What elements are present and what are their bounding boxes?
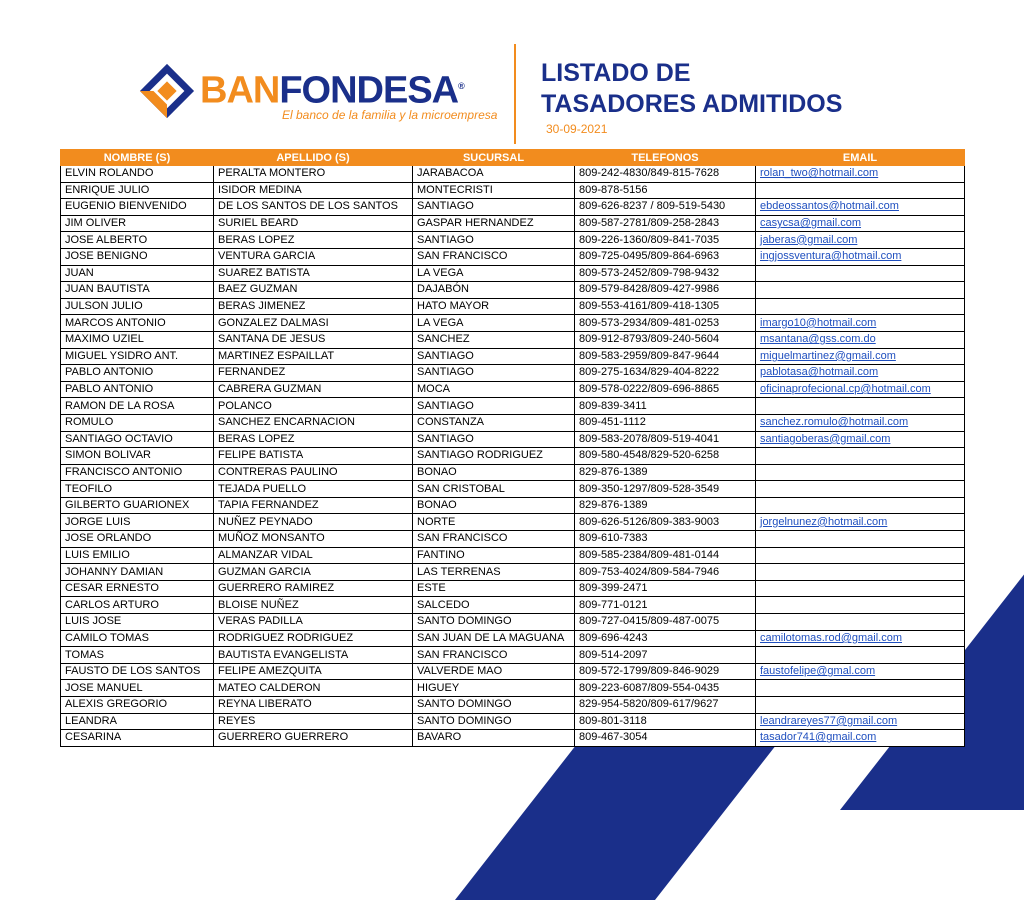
cell-nombre: TOMAS — [61, 647, 214, 664]
cell-telefonos: 809-696-4243 — [575, 630, 756, 647]
cell-telefonos: 809-573-2934/809-481-0253 — [575, 315, 756, 332]
table-row — [61, 680, 965, 697]
cell-sucursal: SAN CRISTOBAL — [413, 481, 575, 498]
cell-apellido: CONTRERAS PAULINO — [214, 464, 413, 481]
cell-email — [756, 298, 965, 315]
cell-email — [756, 182, 965, 199]
cell-telefonos: 809-839-3411 — [575, 398, 756, 415]
table-row — [61, 481, 965, 498]
cell-telefonos: 809-912-8793/809-240-5604 — [575, 331, 756, 348]
table-row — [61, 730, 965, 747]
cell-email[interactable]: leandrareyes77@gmail.com — [756, 713, 965, 730]
document-title — [541, 58, 842, 120]
header-sucursal: SUCURSAL — [413, 150, 575, 166]
table-row — [61, 663, 965, 680]
cell-nombre: SIMON BOLIVAR — [61, 448, 214, 465]
cell-telefonos: 809-573-2452/809-798-9432 — [575, 265, 756, 282]
table-row — [61, 232, 965, 249]
table-row — [61, 514, 965, 531]
cell-apellido: BAEZ GUZMAN — [214, 282, 413, 299]
table-row — [61, 282, 965, 299]
cell-nombre: CAMILO TOMAS — [61, 630, 214, 647]
cell-nombre: RAMON DE LA ROSA — [61, 398, 214, 415]
cell-email[interactable]: pablotasa@hotmail.com — [756, 365, 965, 382]
table-row — [61, 182, 965, 199]
cell-email[interactable]: faustofelipe@gmal.com — [756, 663, 965, 680]
table-row — [61, 697, 965, 714]
cell-nombre: JIM OLIVER — [61, 215, 214, 232]
cell-sucursal: SANTIAGO — [413, 431, 575, 448]
cell-telefonos: 809-585-2384/809-481-0144 — [575, 547, 756, 564]
cell-sucursal: LA VEGA — [413, 265, 575, 282]
cell-email — [756, 564, 965, 581]
cell-email — [756, 464, 965, 481]
table-row — [61, 448, 965, 465]
cell-sucursal: MOCA — [413, 381, 575, 398]
cell-nombre: JOSE ALBERTO — [61, 232, 214, 249]
cell-sucursal: GASPAR HERNANDEZ — [413, 215, 575, 232]
cell-sucursal: SAN FRANCISCO — [413, 248, 575, 265]
cell-email — [756, 580, 965, 597]
table-row — [61, 199, 965, 216]
cell-sucursal: HIGUEY — [413, 680, 575, 697]
cell-email[interactable]: msantana@gss.com.do — [756, 331, 965, 348]
table-row — [61, 630, 965, 647]
cell-nombre: CARLOS ARTURO — [61, 597, 214, 614]
cell-apellido: POLANCO — [214, 398, 413, 415]
banfondesa-logo — [138, 60, 498, 130]
cell-email — [756, 597, 965, 614]
table-row — [61, 713, 965, 730]
cell-apellido: NUÑEZ PEYNADO — [214, 514, 413, 531]
cell-telefonos: 809-580-4548/829-520-6258 — [575, 448, 756, 465]
cell-apellido: DE LOS SANTOS DE LOS SANTOS — [214, 199, 413, 216]
table-row — [61, 298, 965, 315]
cell-apellido: CABRERA GUZMAN — [214, 381, 413, 398]
title-line-1: LISTADO DE — [541, 59, 691, 87]
cell-nombre: FRANCISCO ANTONIO — [61, 464, 214, 481]
cell-email[interactable]: tasador741@gmail.com — [756, 730, 965, 747]
cell-nombre: CESARINA — [61, 730, 214, 747]
cell-apellido: MARTINEZ ESPAILLAT — [214, 348, 413, 365]
cell-apellido: ALMANZAR VIDAL — [214, 547, 413, 564]
cell-email — [756, 697, 965, 714]
logo-wordmark — [200, 66, 464, 111]
cell-email[interactable]: rolan_two@hotmail.com — [756, 166, 965, 183]
cell-apellido: BLOISE NUÑEZ — [214, 597, 413, 614]
cell-sucursal: SAN JUAN DE LA MAGUANA — [413, 630, 575, 647]
cell-sucursal: LAS TERRENAS — [413, 564, 575, 581]
cell-email[interactable]: ingjossventura@hotmail.com — [756, 248, 965, 265]
cell-email[interactable]: camilotomas.rod@gmail.com — [756, 630, 965, 647]
cell-email — [756, 614, 965, 631]
table-row — [61, 365, 965, 382]
cell-nombre: ROMULO — [61, 414, 214, 431]
cell-email[interactable]: jaberas@gmail.com — [756, 232, 965, 249]
cell-telefonos: 809-583-2078/809-519-4041 — [575, 431, 756, 448]
logo-word-fondesa: FONDESA — [279, 69, 459, 112]
cell-apellido: BERAS LOPEZ — [214, 232, 413, 249]
cell-apellido: FELIPE AMEZQUITA — [214, 663, 413, 680]
table-row — [61, 215, 965, 232]
cell-sucursal: SAN FRANCISCO — [413, 647, 575, 664]
cell-nombre: JUAN — [61, 265, 214, 282]
table-row — [61, 398, 965, 415]
cell-nombre: ENRIQUE JULIO — [61, 182, 214, 199]
table-row — [61, 464, 965, 481]
table-row — [61, 381, 965, 398]
cell-email[interactable]: ebdeossantos@hotmail.com — [756, 199, 965, 216]
document-date: 30-09-2021 — [546, 122, 608, 136]
cell-nombre: MAXIMO UZIEL — [61, 331, 214, 348]
cell-telefonos: 809-467-3054 — [575, 730, 756, 747]
cell-telefonos: 809-587-2781/809-258-2843 — [575, 215, 756, 232]
cell-email — [756, 531, 965, 548]
cell-telefonos: 809-572-1799/809-846-9029 — [575, 663, 756, 680]
cell-telefonos: 809-771-0121 — [575, 597, 756, 614]
title-line-2: TASADORES ADMITIDOS — [541, 90, 843, 118]
cell-email[interactable]: jorgelnunez@hotmail.com — [756, 514, 965, 531]
cell-sucursal: FANTINO — [413, 547, 575, 564]
cell-email[interactable]: casycsa@gmail.com — [756, 215, 965, 232]
cell-email — [756, 265, 965, 282]
cell-nombre: TEOFILO — [61, 481, 214, 498]
cell-apellido: GUERRERO GUERRERO — [214, 730, 413, 747]
cell-apellido: SUAREZ BATISTA — [214, 265, 413, 282]
cell-telefonos: 809-514-2097 — [575, 647, 756, 664]
table-row — [61, 315, 965, 332]
cell-nombre: SANTIAGO OCTAVIO — [61, 431, 214, 448]
cell-sucursal: SANCHEZ — [413, 331, 575, 348]
cell-nombre: CESAR ERNESTO — [61, 580, 214, 597]
cell-apellido: PERALTA MONTERO — [214, 166, 413, 183]
table-row — [61, 414, 965, 431]
cell-sucursal: LA VEGA — [413, 315, 575, 332]
cell-sucursal: SALCEDO — [413, 597, 575, 614]
cell-telefonos: 809-725-0495/809-864-6963 — [575, 248, 756, 265]
cell-email[interactable]: santiagoberas@gmail.com — [756, 431, 965, 448]
cell-telefonos: 829-954-5820/809-617/9627 — [575, 697, 756, 714]
cell-apellido: TEJADA PUELLO — [214, 481, 413, 498]
cell-nombre: GILBERTO GUARIONEX — [61, 497, 214, 514]
cell-apellido: SANCHEZ ENCARNACION — [214, 414, 413, 431]
registered-mark: ® — [458, 81, 464, 91]
cell-sucursal: SAN FRANCISCO — [413, 531, 575, 548]
cell-email — [756, 680, 965, 697]
cell-telefonos: 809-727-0415/809-487-0075 — [575, 614, 756, 631]
logo-diamond-icon — [138, 62, 196, 120]
cell-apellido: TAPIA FERNANDEZ — [214, 497, 413, 514]
header-telefonos: TELEFONOS — [575, 150, 756, 166]
cell-sucursal: SANTIAGO — [413, 348, 575, 365]
cell-nombre: PABLO ANTONIO — [61, 365, 214, 382]
cell-sucursal: SANTIAGO — [413, 199, 575, 216]
cell-telefonos: 809-626-5126/809-383-9003 — [575, 514, 756, 531]
table-row — [61, 564, 965, 581]
cell-email[interactable]: oficinaprofecional.cp@hotmail.com — [756, 381, 965, 398]
cell-apellido: GUERRERO RAMIREZ — [214, 580, 413, 597]
table-row — [61, 265, 965, 282]
table-row — [61, 580, 965, 597]
cell-apellido: MUÑOZ MONSANTO — [214, 531, 413, 548]
cell-sucursal: BAVARO — [413, 730, 575, 747]
cell-apellido: REYNA LIBERATO — [214, 697, 413, 714]
table-row — [61, 597, 965, 614]
cell-sucursal: HATO MAYOR — [413, 298, 575, 315]
cell-nombre: JOSE BENIGNO — [61, 248, 214, 265]
cell-apellido: MATEO CALDERON — [214, 680, 413, 697]
cell-sucursal: NORTE — [413, 514, 575, 531]
cell-apellido: FERNANDEZ — [214, 365, 413, 382]
cell-telefonos: 809-223-6087/809-554-0435 — [575, 680, 756, 697]
header-apellido: APELLIDO (S) — [214, 150, 413, 166]
cell-email — [756, 398, 965, 415]
cell-sucursal: SANTIAGO — [413, 398, 575, 415]
cell-telefonos: 809-451-1112 — [575, 414, 756, 431]
table-row — [61, 348, 965, 365]
cell-nombre: LUIS EMILIO — [61, 547, 214, 564]
cell-nombre: ALEXIS GREGORIO — [61, 697, 214, 714]
table-row — [61, 614, 965, 631]
cell-apellido: FELIPE BATISTA — [214, 448, 413, 465]
cell-nombre: MARCOS ANTONIO — [61, 315, 214, 332]
cell-sucursal: CONSTANZA — [413, 414, 575, 431]
cell-email — [756, 647, 965, 664]
cell-sucursal: ESTE — [413, 580, 575, 597]
cell-telefonos: 809-226-1360/809-841-7035 — [575, 232, 756, 249]
cell-email — [756, 448, 965, 465]
cell-sucursal: SANTIAGO RODRIGUEZ — [413, 448, 575, 465]
cell-nombre: PABLO ANTONIO — [61, 381, 214, 398]
cell-telefonos: 809-242-4830/849-815-7628 — [575, 166, 756, 183]
cell-telefonos: 809-753-4024/809-584-7946 — [575, 564, 756, 581]
table-row — [61, 547, 965, 564]
cell-nombre: ELVIN ROLANDO — [61, 166, 214, 183]
cell-nombre: EUGENIO BIENVENIDO — [61, 199, 214, 216]
cell-apellido: SANTANA DE JESUS — [214, 331, 413, 348]
cell-sucursal: JARABACOA — [413, 166, 575, 183]
cell-email — [756, 282, 965, 299]
header-email: EMAIL — [756, 150, 965, 166]
cell-telefonos: 829-876-1389 — [575, 464, 756, 481]
cell-apellido: VERAS PADILLA — [214, 614, 413, 631]
table-row — [61, 531, 965, 548]
cell-nombre: FAUSTO DE LOS SANTOS — [61, 663, 214, 680]
cell-email[interactable]: imargo10@hotmail.com — [756, 315, 965, 332]
table-row — [61, 248, 965, 265]
cell-telefonos: 809-610-7383 — [575, 531, 756, 548]
cell-telefonos: 809-350-1297/809-528-3549 — [575, 481, 756, 498]
cell-apellido: REYES — [214, 713, 413, 730]
cell-telefonos: 809-626-8237 / 809-519-5430 — [575, 199, 756, 216]
cell-apellido: BERAS LOPEZ — [214, 431, 413, 448]
cell-telefonos: 809-553-4161/809-418-1305 — [575, 298, 756, 315]
cell-nombre: MIGUEL YSIDRO ANT. — [61, 348, 214, 365]
cell-sucursal: SANTO DOMINGO — [413, 697, 575, 714]
cell-sucursal: BONAO — [413, 497, 575, 514]
cell-apellido: GUZMAN GARCIA — [214, 564, 413, 581]
logo-word-ban: BAN — [200, 69, 280, 112]
cell-apellido: SURIEL BEARD — [214, 215, 413, 232]
cell-apellido: ISIDOR MEDINA — [214, 182, 413, 199]
header-nombre: NOMBRE (S) — [61, 150, 214, 166]
cell-apellido: VENTURA GARCIA — [214, 248, 413, 265]
cell-telefonos: 809-801-3118 — [575, 713, 756, 730]
table-row — [61, 497, 965, 514]
cell-telefonos: 809-399-2471 — [575, 580, 756, 597]
cell-telefonos: 809-578-0222/809-696-8865 — [575, 381, 756, 398]
cell-sucursal: VALVERDE MAO — [413, 663, 575, 680]
cell-telefonos: 829-876-1389 — [575, 497, 756, 514]
cell-sucursal: SANTO DOMINGO — [413, 713, 575, 730]
cell-nombre: JOHANNY DAMIAN — [61, 564, 214, 581]
table-row — [61, 331, 965, 348]
cell-apellido: BERAS JIMENEZ — [214, 298, 413, 315]
table-row — [61, 166, 965, 183]
cell-email — [756, 481, 965, 498]
cell-sucursal: SANTIAGO — [413, 232, 575, 249]
header-divider — [514, 44, 516, 144]
cell-sucursal: SANTIAGO — [413, 365, 575, 382]
cell-nombre: LEANDRA — [61, 713, 214, 730]
cell-nombre: JORGE LUIS — [61, 514, 214, 531]
appraisers-table — [60, 149, 965, 747]
cell-nombre: LUIS JOSE — [61, 614, 214, 631]
cell-telefonos: 809-275-1634/829-404-8222 — [575, 365, 756, 382]
cell-apellido: GONZALEZ DALMASI — [214, 315, 413, 332]
cell-sucursal: MONTECRISTI — [413, 182, 575, 199]
table-header-row — [61, 150, 965, 166]
cell-email — [756, 547, 965, 564]
cell-sucursal: SANTO DOMINGO — [413, 614, 575, 631]
cell-telefonos: 809-579-8428/809-427-9986 — [575, 282, 756, 299]
cell-apellido: BAUTISTA EVANGELISTA — [214, 647, 413, 664]
cell-email[interactable]: sanchez.romulo@hotmail.com — [756, 414, 965, 431]
cell-telefonos: 809-878-5156 — [575, 182, 756, 199]
table-body — [61, 166, 965, 747]
logo-tagline: El banco de la familia y la microempresa — [282, 108, 498, 122]
cell-nombre: JOSE MANUEL — [61, 680, 214, 697]
cell-email[interactable]: miguelmartinez@gmail.com — [756, 348, 965, 365]
cell-sucursal: DAJABÓN — [413, 282, 575, 299]
table-row — [61, 431, 965, 448]
cell-email — [756, 497, 965, 514]
table-row — [61, 647, 965, 664]
cell-nombre: JULSON JULIO — [61, 298, 214, 315]
cell-apellido: RODRIGUEZ RODRIGUEZ — [214, 630, 413, 647]
cell-telefonos: 809-583-2959/809-847-9644 — [575, 348, 756, 365]
cell-sucursal: BONAO — [413, 464, 575, 481]
cell-nombre: JUAN BAUTISTA — [61, 282, 214, 299]
cell-nombre: JOSE ORLANDO — [61, 531, 214, 548]
